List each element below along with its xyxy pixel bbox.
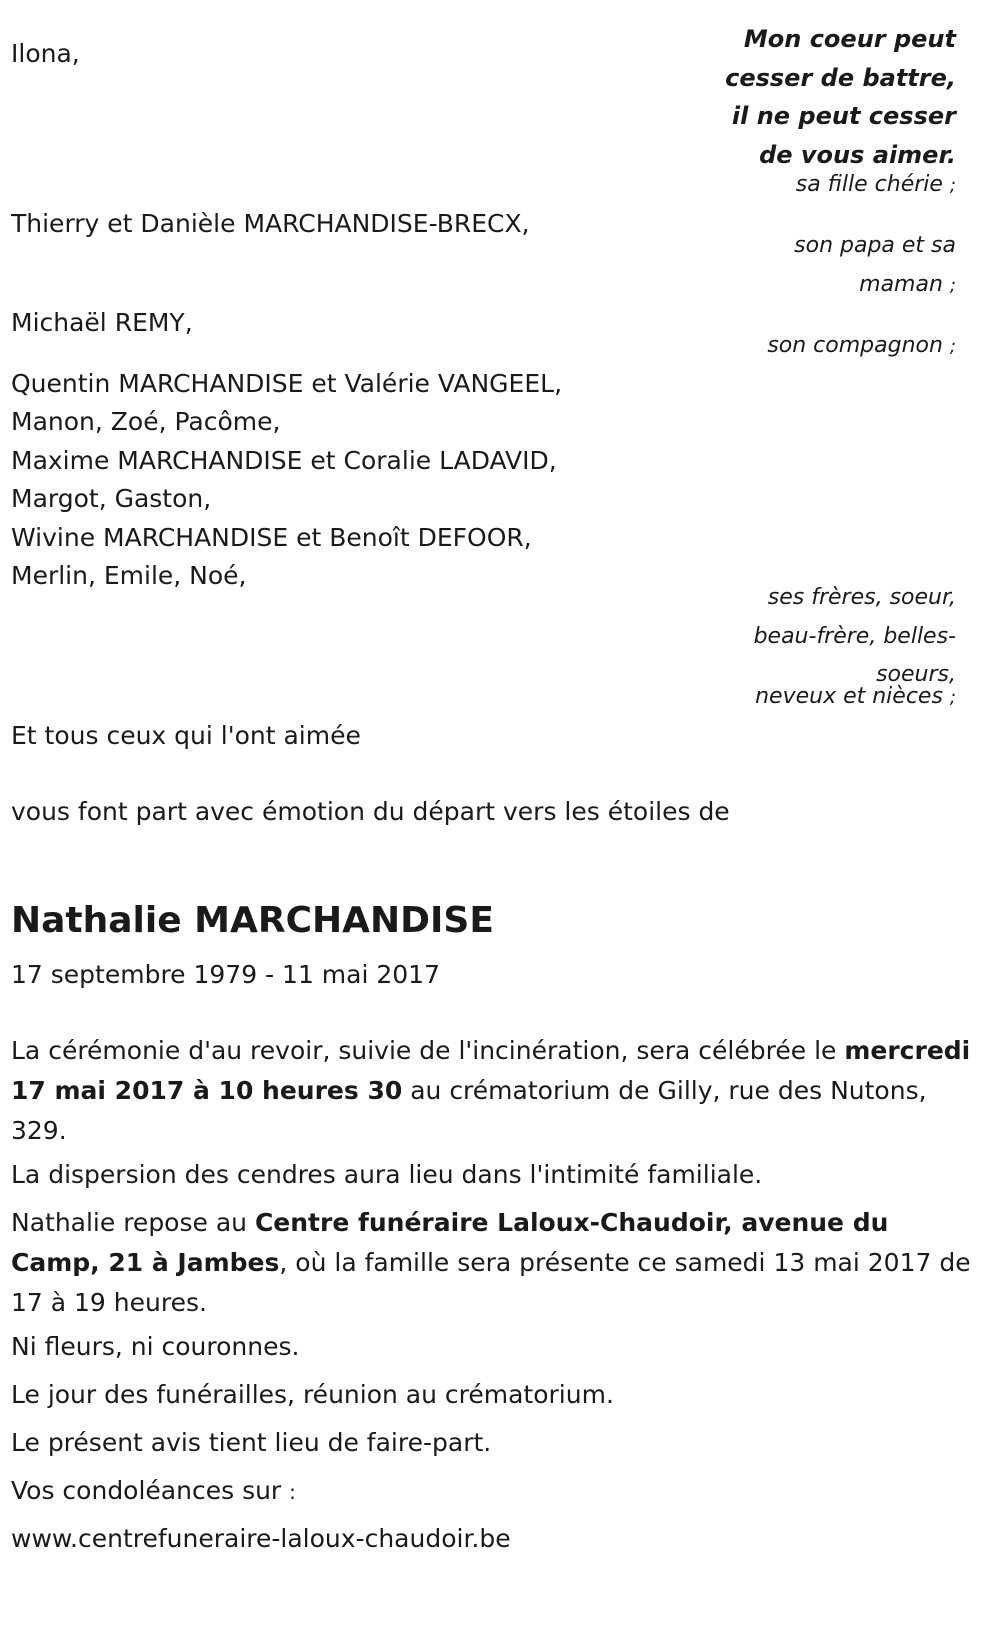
role-label: [767, 331, 956, 362]
repose-location: Centre funéraire Laloux-Chaudoir, avenue du Camp, 21 à Jambes: [11, 1208, 889, 1277]
family-member: Quentin MARCHANDISE et Valérie VANGEEL,: [11, 369, 563, 398]
deceased-name: Nathalie MARCHANDISE: [11, 900, 494, 941]
role-label: [755, 682, 956, 713]
role-text: beau-frère, belles-: [753, 624, 956, 649]
family-member: Et tous ceux qui l'ont aimée: [11, 721, 361, 750]
role-suffix: ;: [949, 175, 956, 196]
life-dates: 17 septembre 1979 - 11 mai 2017: [11, 960, 440, 989]
repose-rest: , où la famille sera présente ce samedi 13 mai 2017 de 17 à 19 heures.: [11, 1248, 971, 1317]
family-member: Maxime MARCHANDISE et Coralie LADAVID,: [11, 446, 557, 475]
role-text: son papa et sa: [794, 233, 956, 258]
funeral-day-text: Le jour des funérailles, réunion au crématorium.: [11, 1380, 614, 1409]
role-label: [859, 270, 956, 301]
dispersion-text: La dispersion des cendres aura lieu dans l'intimité familiale.: [11, 1160, 763, 1189]
role-suffix: ;: [949, 275, 956, 296]
role-label: [768, 583, 956, 613]
ceremony-intro: La cérémonie d'au revoir, suivie de l'incinération, sera célébrée le: [11, 1036, 837, 1065]
role-suffix: ;: [949, 336, 956, 357]
role-text: soeurs,: [876, 662, 956, 687]
role-suffix: ;: [949, 687, 956, 708]
role-label: [754, 622, 956, 652]
condolences-colon: :: [289, 1480, 296, 1504]
role-label: [796, 170, 956, 201]
announcement: vous font part avec émotion du départ vers les étoiles de: [11, 797, 730, 826]
verse-line: cesser de battre,: [725, 63, 956, 92]
family-member: Wivine MARCHANDISE et Benoît DEFOOR,: [11, 523, 532, 552]
family-member: Ilona,: [11, 39, 80, 68]
verse-line: il ne peut cesser: [731, 102, 956, 130]
verse-line: de vous aimer.: [759, 140, 956, 169]
family-member: Michaël REMY,: [11, 308, 193, 337]
family-member: Margot, Gaston,: [11, 484, 212, 513]
repose-paragraph: [11, 1203, 971, 1323]
family-member: Manon, Zoé, Pacôme,: [11, 407, 281, 436]
ceremony-datetime: mercredi 17 mai 2017 à 10 heures 30: [11, 1036, 971, 1105]
role-text: sa fille chérie: [795, 172, 943, 197]
condolences-label: [11, 1471, 971, 1512]
ceremony-paragraph: [11, 1031, 971, 1151]
family-member: Thierry et Danièle MARCHANDISE-BRECX,: [11, 209, 530, 238]
role-text: son compagnon: [767, 333, 943, 358]
verse-line: Mon coeur peut: [743, 25, 956, 53]
flowers-text: Ni fleurs, ni couronnes.: [11, 1332, 300, 1361]
ceremony-place: au crématorium de Gilly, rue des Nutons, 329.: [11, 1076, 927, 1145]
role-text: maman: [859, 272, 943, 297]
condolences-text: Vos condoléances sur: [11, 1476, 282, 1505]
notice-text: Le présent avis tient lieu de faire-part.: [11, 1428, 492, 1457]
verse: [725, 20, 956, 174]
role-text: ses frères, soeur,: [767, 585, 956, 610]
role-text: neveux et nièces: [755, 684, 943, 709]
repose-intro: Nathalie repose au: [11, 1208, 247, 1237]
condolences-url: www.centrefuneraire-laloux-chaudoir.be: [11, 1524, 511, 1553]
role-label: [794, 231, 956, 261]
family-member: Merlin, Emile, Noé,: [11, 561, 247, 590]
